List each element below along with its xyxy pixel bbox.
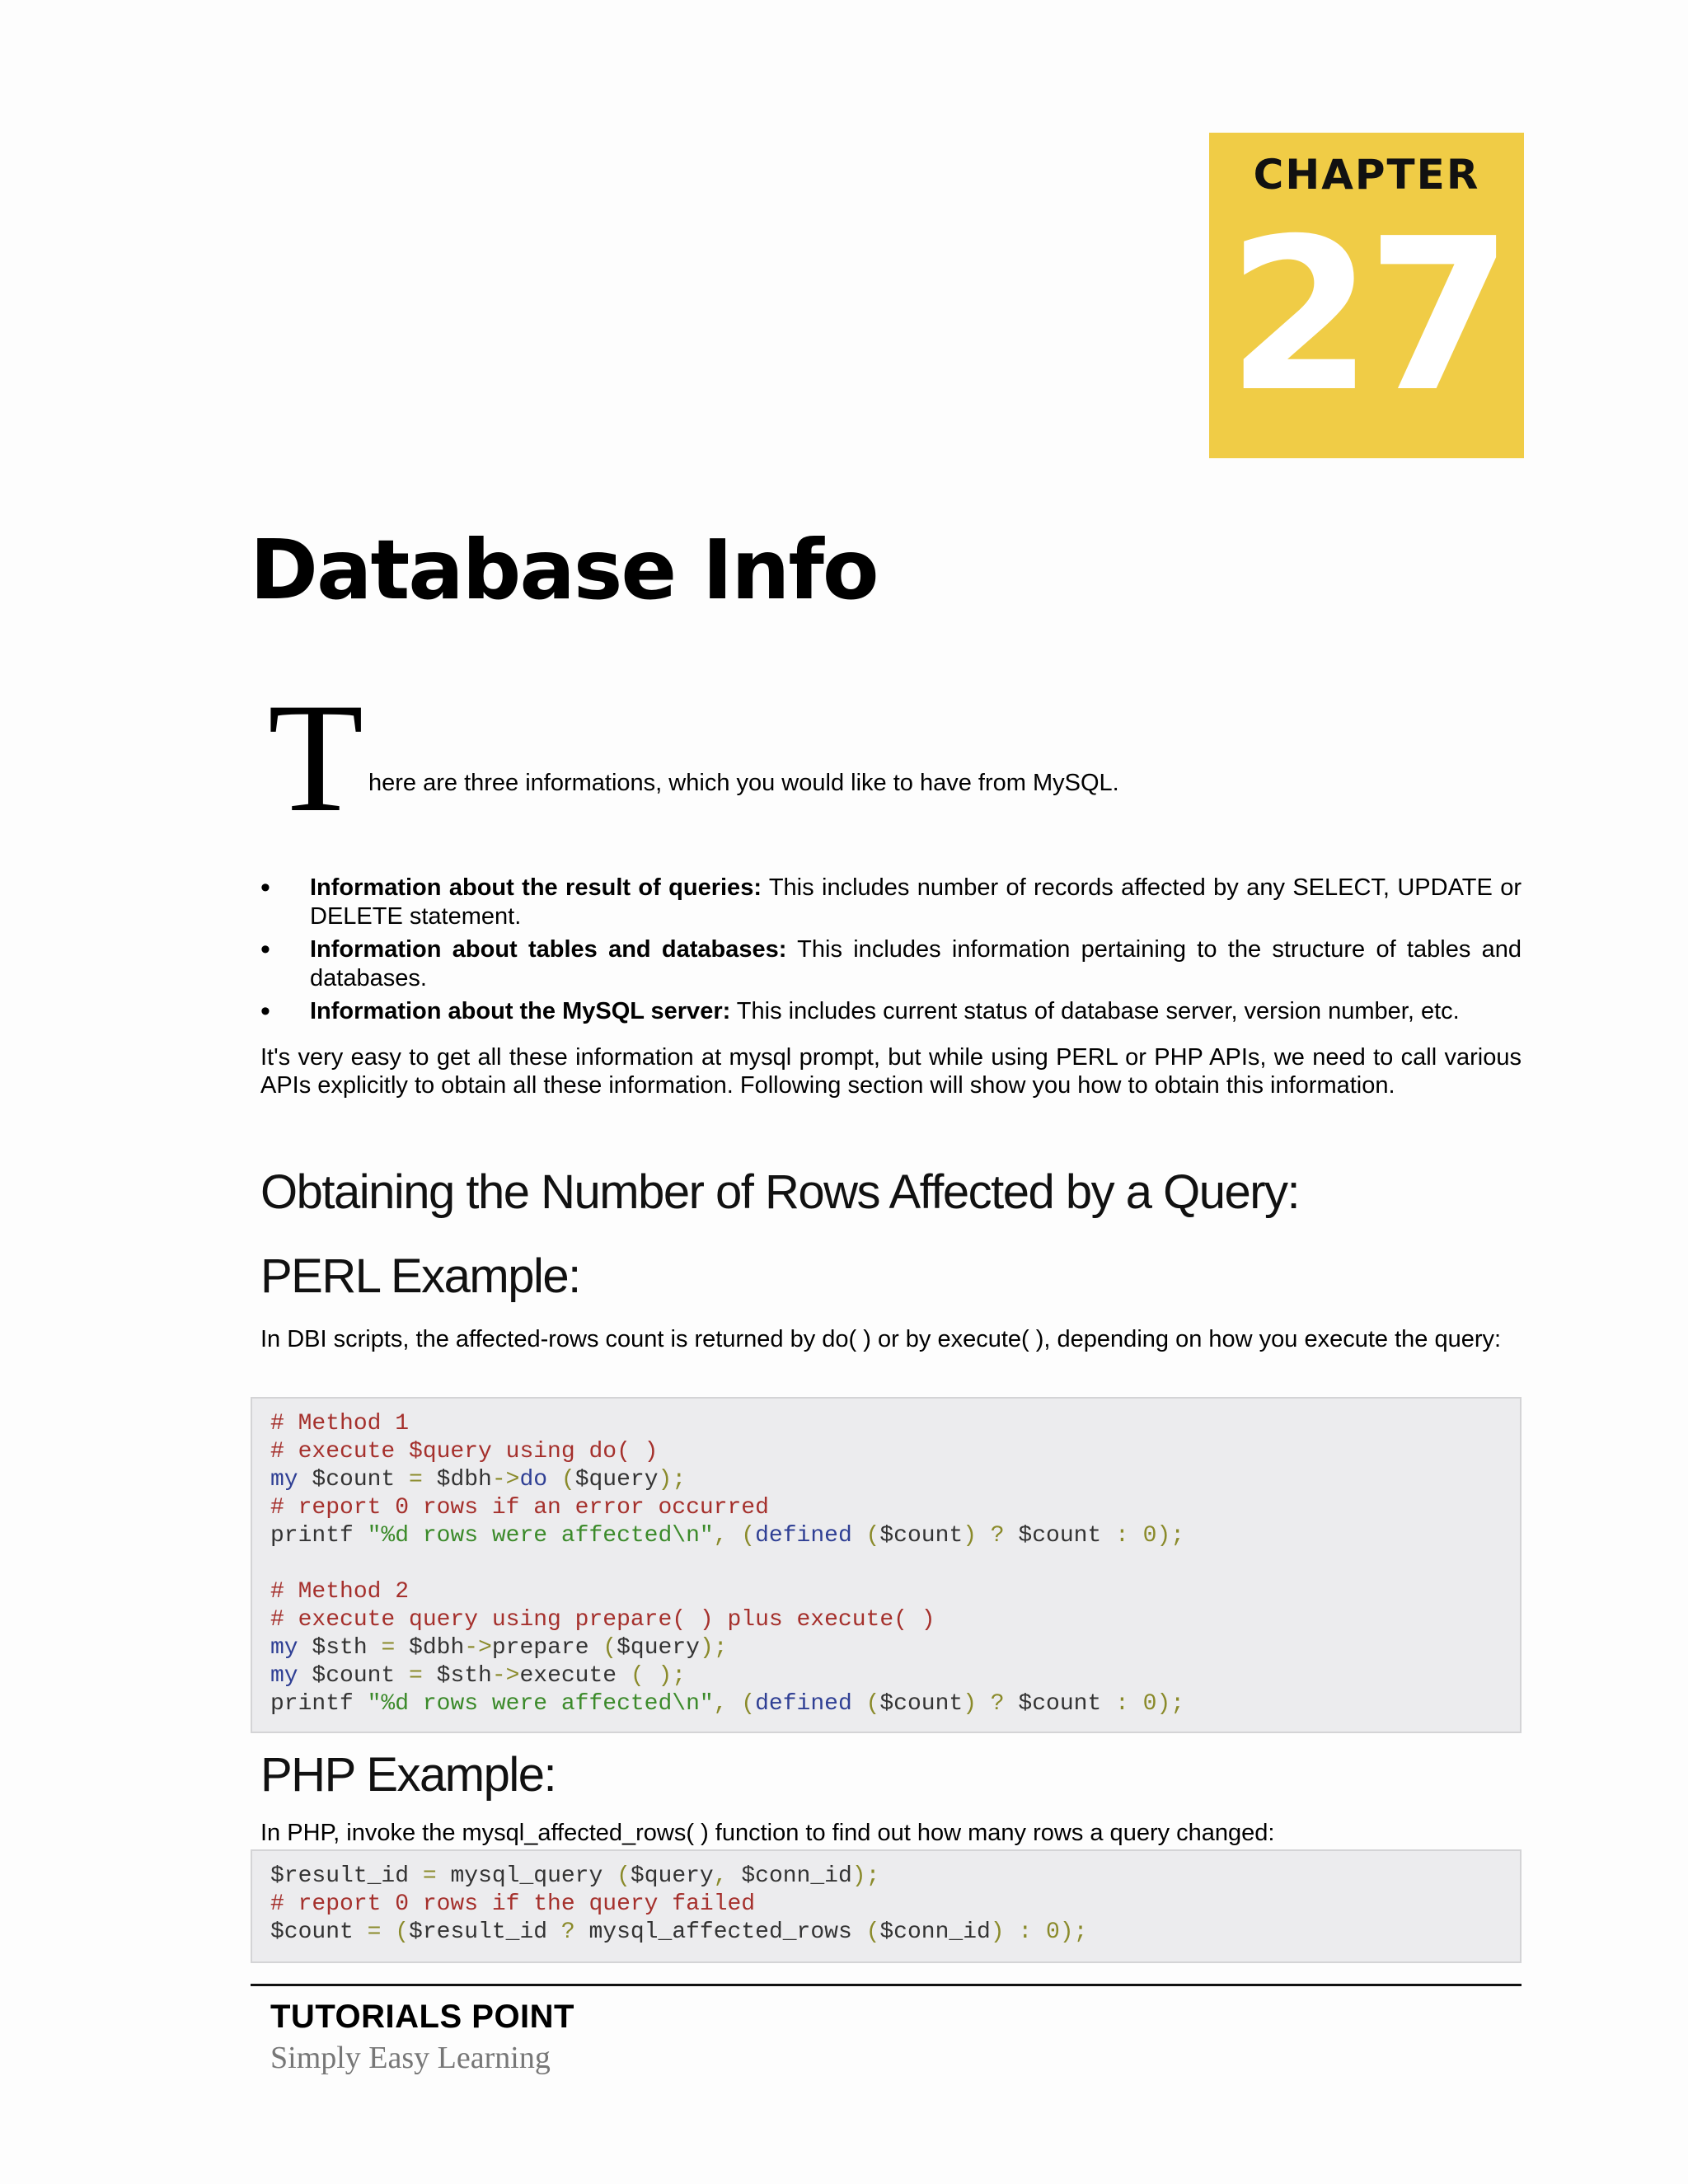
code-comment: # execute query using prepare( ) plus execute( ) <box>270 1607 935 1633</box>
chapter-badge <box>1209 133 1524 458</box>
list-item <box>260 874 1522 931</box>
code-punct: ( <box>865 1919 880 1945</box>
section-heading: Obtaining the Number of Rows Affected by a Query: <box>260 1165 1300 1219</box>
code-punct: ); <box>658 1467 687 1493</box>
code-punct: , ( <box>713 1523 756 1549</box>
code-text: printf <box>270 1691 368 1717</box>
code-operator: = <box>422 1863 437 1889</box>
code-punct: ) ? <box>963 1523 1019 1549</box>
code-operator: -> <box>491 1467 520 1493</box>
page-title: Database Info <box>250 522 878 618</box>
code-text: mysql_query <box>436 1863 617 1889</box>
code-text: $query <box>617 1635 700 1661</box>
bullet-text: This includes number of records affected by any SELECT, UPDATE or DELETE statement. <box>310 874 1522 930</box>
code-text: $sth <box>298 1635 382 1661</box>
code-operator: ? <box>560 1919 575 1945</box>
intro-text: here are three informations, which you would like to have from MySQL. <box>368 770 1119 796</box>
code-string: "%d rows were affected\n" <box>367 1691 714 1717</box>
code-comment: # report 0 rows if an error occurred <box>270 1495 769 1521</box>
bullet-bold: Information about tables and databases: <box>310 936 787 963</box>
code-punct: ( <box>617 1863 631 1889</box>
footer-title: TUTORIALS POINT <box>270 1999 574 2035</box>
code-text: $query <box>574 1467 659 1493</box>
code-punct: : 0); <box>1101 1691 1185 1717</box>
php-heading: PHP Example: <box>260 1748 556 1802</box>
code-punct: ( <box>851 1523 880 1549</box>
code-punct: ( <box>588 1635 617 1661</box>
code-text: $count <box>298 1663 410 1689</box>
code-keyword: my <box>270 1467 298 1493</box>
code-text: $count <box>879 1523 964 1549</box>
code-text: $conn_id <box>879 1919 991 1945</box>
code-text: $result_id <box>270 1863 423 1889</box>
code-punct: , <box>713 1863 742 1889</box>
code-punct: , ( <box>713 1691 756 1717</box>
code-function: do <box>519 1467 548 1493</box>
info-bullet-list <box>260 874 1522 1030</box>
code-function: execute <box>519 1663 617 1689</box>
code-text: $count <box>879 1691 964 1717</box>
perl-code-block <box>251 1397 1522 1733</box>
code-keyword: my <box>270 1663 298 1689</box>
bullet-text: This includes current status of database server, version number, etc. <box>730 998 1460 1024</box>
list-item <box>260 935 1522 993</box>
code-string: "%d rows were affected\n" <box>367 1523 714 1549</box>
code-text: $result_id <box>409 1919 561 1945</box>
chapter-label: CHAPTER <box>1253 151 1480 199</box>
code-punct: ( <box>381 1919 410 1945</box>
code-operator: = <box>381 1635 396 1661</box>
drop-cap: T <box>268 672 364 845</box>
code-punct: ( <box>560 1467 575 1493</box>
code-comment: # execute $query using do( ) <box>270 1439 659 1465</box>
code-operator: -> <box>491 1663 520 1689</box>
code-text: $count <box>1018 1691 1102 1717</box>
php-code-block <box>251 1849 1522 1963</box>
bullet-bold: Information about the result of queries: <box>310 874 762 901</box>
list-item <box>260 997 1522 1026</box>
code-punct: ) ? <box>963 1691 1019 1717</box>
code-text <box>547 1467 561 1493</box>
code-text: $query <box>630 1863 714 1889</box>
code-keyword: defined <box>755 1691 852 1717</box>
intro-paragraph: It's very easy to get all these information at mysql prompt, but while using PERL or PHP APIs, we need to call various APIs explicitly to obtain all these information. Following section will show you how to obtain this information. <box>260 1044 1522 1099</box>
code-text: $count <box>298 1467 410 1493</box>
code-text: $count <box>1018 1523 1102 1549</box>
perl-heading: PERL Example: <box>260 1249 580 1303</box>
code-operator: = <box>409 1663 423 1689</box>
code-text: $dbh <box>422 1467 492 1493</box>
code-function: prepare <box>491 1635 589 1661</box>
bullet-bold: Information about the MySQL server: <box>310 998 731 1024</box>
code-punct: : 0); <box>1101 1523 1185 1549</box>
code-operator: = <box>367 1919 382 1945</box>
perl-description: In DBI scripts, the affected-rows count is returned by do( ) or by execute( ), depending on how you execute the query: <box>260 1326 1502 1352</box>
code-punct: ( ); <box>617 1663 687 1689</box>
code-text: mysql_affected_rows <box>574 1919 866 1945</box>
footer-subtitle: Simply Easy Learning <box>270 2041 551 2075</box>
code-operator: -> <box>464 1635 492 1661</box>
bullet-text: This includes information pertaining to the structure of tables and databases. <box>310 936 1522 991</box>
code-text: $conn_id <box>741 1863 852 1889</box>
code-comment: # Method 2 <box>270 1579 410 1605</box>
chapter-number: 27 <box>1226 194 1507 438</box>
code-comment: # report 0 rows if the query failed <box>270 1891 756 1917</box>
footer-divider <box>251 1984 1522 1986</box>
php-description: In PHP, invoke the mysql_affected_rows( ) function to find out how many rows a query changed: <box>260 1820 1275 1846</box>
code-punct: ); <box>699 1635 728 1661</box>
code-text: $count <box>270 1919 368 1945</box>
code-text: $dbh <box>395 1635 465 1661</box>
code-punct: ) : 0); <box>990 1919 1088 1945</box>
code-text: $sth <box>422 1663 492 1689</box>
code-operator: = <box>409 1467 423 1493</box>
code-comment: # Method 1 <box>270 1411 410 1436</box>
code-keyword: my <box>270 1635 298 1661</box>
code-punct: ( <box>851 1691 880 1717</box>
code-punct: ); <box>851 1863 880 1889</box>
code-text: printf <box>270 1523 368 1549</box>
code-keyword: defined <box>755 1523 852 1549</box>
